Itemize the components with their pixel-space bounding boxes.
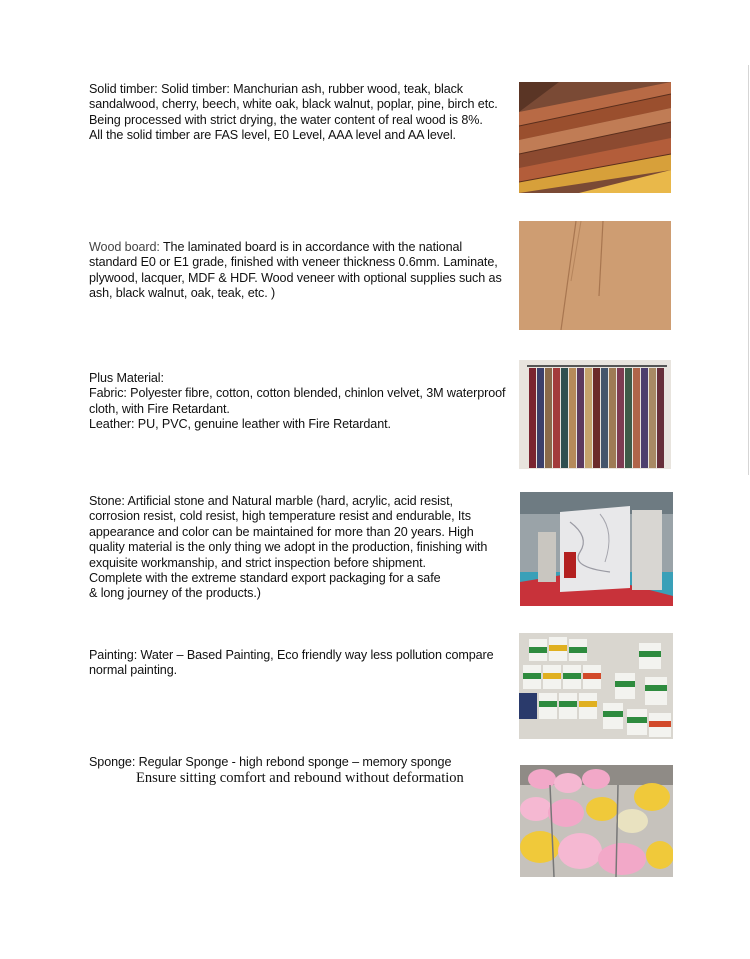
wood-board-body: The laminated board is in accordance with the national standard E0 or E1 grade, finished with veneer thickness 0.6mm. Laminate, plywood, lacquer, MDF & HDF. Wood veneer with optional supplies such as ash, black walnut, oak, teak, etc. ) [89,240,502,301]
wood-board-label: Wood board: [89,240,160,254]
stone-text: Stone: Artificial stone and Natural marble (hard, acrylic, acid resist, corrosion resist, cold resist, high temperature resist and endurable, Its appearance and color can be maintained for more than 20 years. High quality material is the only thing we adopt in the production, finishing with exquisite workmanship, and strict inspection before shipment. Complete with the extreme standard export packaging for a safe & long journey of the products.) [89,494,488,601]
wood-board-text [89,240,507,302]
plus-material-section [89,371,507,433]
solid-timber-text: Solid timber: Solid timber: Manchurian ash, rubber wood, teak, black sandalwood, cherry, beech, white oak, black walnut, poplar, pine, birch etc. Being processed with strict drying, the water content of real wood is 8%. All the solid timber are FAS level, E0 Level, AAA level and AA level. [89,82,498,143]
page-edge-divider [748,65,749,475]
wood-board-section [89,240,507,302]
mdf-board-photo [519,221,671,330]
wood-planks-photo [519,82,671,193]
sponge-rolls-photo [520,765,673,877]
solid-timber-section [89,82,507,144]
plus-material-text: Plus Material: Fabric: Polyester fibre, cotton, cotton blended, chinlon velvet, 3M waterproof cloth, with Fire Retardant. Leather: PU, PVC, genuine leather with Fire Retardant. [89,371,506,432]
sponge-note: Ensure sitting comfort and rebound without deformation [136,770,464,787]
painting-section [89,648,507,679]
fabric-rack-photo [519,360,671,469]
sponge-text: Sponge: Regular Sponge - high rebond sponge – memory sponge [89,755,452,769]
sponge-section [89,755,519,787]
stone-section [89,494,507,602]
painting-text: Painting: Water – Based Painting, Eco friendly way less pollution compare normal painting. [89,648,494,678]
paint-buckets-photo [519,633,673,739]
marble-warehouse-photo [520,492,673,606]
